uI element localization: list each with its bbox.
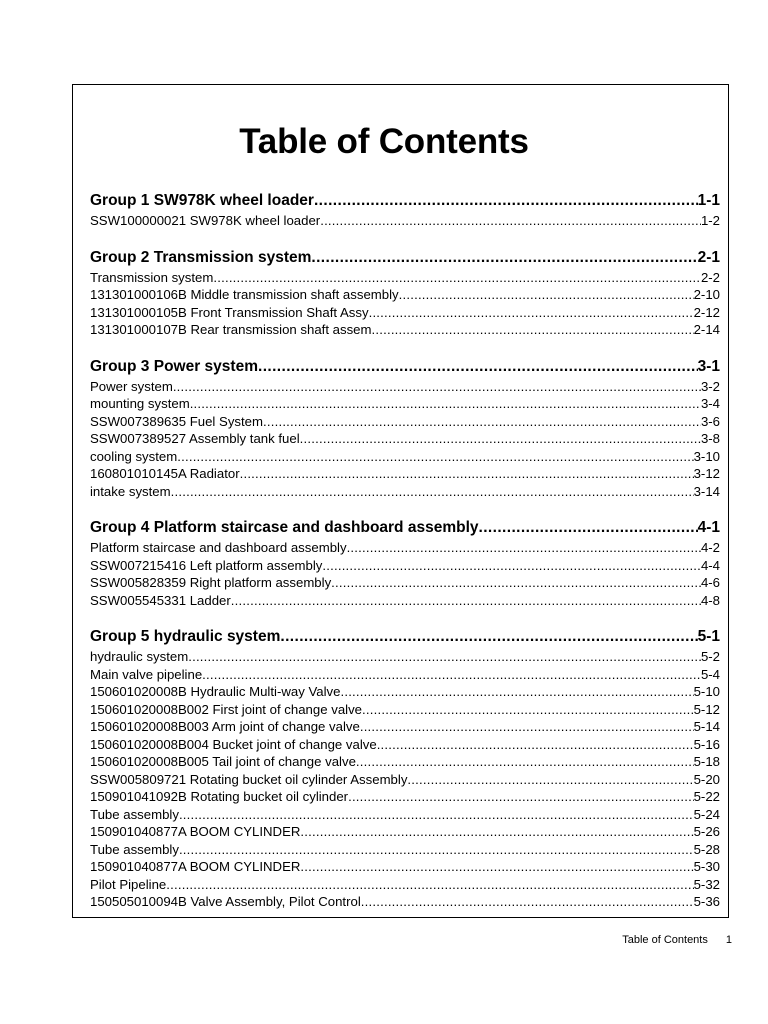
entry-label: 150601020008B003 Arm joint of change valve [90,719,360,734]
entry-label: Transmission system [90,269,214,285]
toc-entry[interactable] [90,321,720,339]
dot-leader [240,465,694,483]
entry-label: cooling system [90,448,178,464]
toc-entry[interactable] [90,592,720,610]
toc-entry[interactable] [90,413,720,431]
entry-label: 150901040877A BOOM CYLINDER [90,824,301,839]
dot-leader [377,736,694,754]
entry-label: Platform staircase and dashboard assembly [90,540,347,555]
entry-label: SSW005809721 Rotating bucket oil cylinder Assembly [90,771,408,787]
dot-leader [202,666,701,684]
dot-leader [188,648,701,666]
entry-page-number: 4-2 [700,540,720,555]
entry-page-number: 5-12 [693,701,720,717]
dot-leader [314,190,698,212]
entry-label: 150601020008B004 Bucket joint of change valve [90,736,377,752]
entry-label: Power system [90,378,173,394]
toc-group [90,356,720,501]
dot-leader [331,574,701,592]
group-page-number: 5-1 [697,628,720,645]
toc-entry[interactable] [90,788,720,806]
entry-label: 150601020008B Hydraulic Multi-way Valve [90,684,341,699]
dot-leader [340,683,693,701]
entry-label: 150601020008B002 First joint of change valve [90,701,363,717]
dot-leader [231,592,701,610]
toc-entry[interactable] [90,683,720,701]
entry-page-number: 5-18 [693,754,720,769]
entry-page-number: 4-8 [700,592,720,608]
toc-entry[interactable] [90,666,720,684]
toc-group [90,626,720,911]
entry-label: intake system [90,483,171,499]
entry-page-number: 5-32 [693,876,720,892]
toc-entry[interactable] [90,304,720,322]
dot-leader [173,378,701,396]
toc-entry[interactable] [90,876,720,894]
dot-leader [369,304,694,322]
toc-group-heading[interactable] [90,247,720,269]
group-heading-label: Group 5 hydraulic system [90,628,281,645]
entry-page-number: 3-6 [700,413,720,429]
dot-leader [361,893,694,911]
entry-label: 131301000107B Rear transmission shaft assem [90,322,372,337]
entry-page-number: 5-2 [700,649,720,664]
entry-page-number: 1-2 [700,213,720,228]
toc-list [90,190,720,928]
toc-entry[interactable] [90,858,720,876]
entry-page-number: 5-28 [693,841,720,857]
entry-page-number: 5-14 [693,719,720,734]
entry-label: 131301000106B Middle transmission shaft assembly [90,287,399,302]
entry-label: hydraulic system [90,649,189,664]
toc-group-heading[interactable] [90,190,720,212]
toc-group-heading[interactable] [90,356,720,378]
dot-leader [263,413,701,431]
toc-entry[interactable] [90,465,720,483]
dot-leader [362,701,694,719]
toc-entry[interactable] [90,736,720,754]
toc-entry[interactable] [90,574,720,592]
toc-group [90,517,720,609]
toc-entry[interactable] [90,718,720,736]
toc-entry[interactable] [90,430,720,448]
group-heading-label: Group 2 Transmission system [90,248,312,266]
entry-page-number: 3-12 [693,466,720,481]
entry-label: 131301000105B Front Transmission Shaft Assy [90,304,369,320]
toc-entry[interactable] [90,483,720,501]
dot-leader [407,771,693,789]
entry-label: SSW007389527 Assembly tank fuel [90,431,300,446]
group-heading-label: Group 4 Platform staircase and dashboard assembly [90,519,479,536]
dot-leader [360,718,694,736]
dot-leader [179,806,694,824]
toc-entry[interactable] [90,539,720,557]
dot-leader [347,539,701,557]
dot-leader [190,395,701,413]
dot-leader [280,626,697,648]
toc-entry[interactable] [90,753,720,771]
entry-page-number: 2-2 [700,269,720,285]
toc-group [90,247,720,339]
toc-entry[interactable] [90,893,720,911]
page-title: Table of Contents [239,122,529,161]
toc-entry[interactable] [90,823,720,841]
entry-page-number: 4-6 [700,575,720,590]
entry-page-number: 3-8 [700,431,720,446]
dot-leader [300,430,701,448]
entry-page-number: 5-16 [693,736,720,752]
dot-leader [356,753,694,771]
dot-leader [166,876,693,894]
entry-page-number: 2-10 [693,287,720,302]
entry-label: SSW007389635 Fuel System [90,413,263,429]
entry-label: SSW100000021 SW978K wheel loader [90,213,321,228]
dot-leader [258,356,698,378]
toc-entry[interactable] [90,771,720,789]
entry-label: mounting system [90,396,190,411]
entry-label: Tube assembly [90,806,179,822]
entry-page-number: 3-14 [693,483,720,499]
toc-group-heading[interactable] [90,517,720,539]
entry-page-number: 5-30 [693,859,720,874]
dot-leader [322,557,701,575]
entry-page-number: 2-12 [693,304,720,320]
entry-label: SSW005828359 Right platform assembly [90,575,332,590]
toc-entry[interactable] [90,395,720,413]
toc-entry[interactable] [90,806,720,824]
entry-page-number: 4-4 [700,557,720,573]
group-page-number: 1-1 [697,192,720,209]
group-heading-label: Group 3 Power system [90,357,258,375]
entry-page-number: 3-4 [700,396,720,411]
group-page-number: 2-1 [697,248,720,266]
page-footer [622,934,732,946]
dot-leader [372,321,694,339]
footer-label: Table of Contents [622,934,708,946]
dot-leader [179,841,694,859]
toc-entry[interactable] [90,648,720,666]
entry-label: Pilot Pipeline [90,876,167,892]
entry-page-number: 5-10 [693,684,720,699]
entry-label: Main valve pipeline [90,666,203,682]
toc-entry[interactable] [90,448,720,466]
dot-leader [479,517,698,539]
entry-page-number: 5-24 [693,806,720,822]
dot-leader [171,483,694,501]
entry-label: Tube assembly [90,841,179,857]
entry-label: 150901041092B Rotating bucket oil cylinder [90,789,349,804]
toc-group [90,190,720,230]
toc-entry[interactable] [90,701,720,719]
group-page-number: 3-1 [697,357,720,375]
entry-label: SSW005545331 Ladder [90,592,231,608]
dot-leader [213,269,701,287]
dot-leader [300,858,693,876]
toc-entry[interactable] [90,212,720,230]
entry-page-number: 5-22 [693,789,720,804]
dot-leader [399,286,694,304]
dot-leader [320,212,701,230]
dot-leader [348,788,694,806]
entry-page-number: 5-36 [693,894,720,909]
entry-page-number: 5-4 [700,666,720,682]
entry-label: 150505010094B Valve Assembly, Pilot Control [90,894,361,909]
toc-entry[interactable] [90,378,720,396]
entry-label: 150901040877A BOOM CYLINDER [90,859,301,874]
toc-entry[interactable] [90,269,720,287]
entry-page-number: 3-10 [693,448,720,464]
dot-leader [177,448,693,466]
dot-leader [311,247,697,269]
entry-page-number: 3-2 [700,378,720,394]
toc-group-heading[interactable] [90,626,720,648]
entry-label: 160801010145A Radiator [90,466,240,481]
entry-label: 150601020008B005 Tail joint of change valve [90,754,356,769]
dot-leader [300,823,693,841]
entry-page-number: 5-20 [693,771,720,787]
entry-page-number: 2-14 [693,322,720,337]
toc-entry[interactable] [90,557,720,575]
toc-entry[interactable] [90,286,720,304]
entry-label: SSW007215416 Left platform assembly [90,557,323,573]
footer-page-number: 1 [725,934,732,946]
toc-entry[interactable] [90,841,720,859]
group-heading-label: Group 1 SW978K wheel loader [90,192,314,209]
group-page-number: 4-1 [697,519,720,536]
entry-page-number: 5-26 [693,824,720,839]
